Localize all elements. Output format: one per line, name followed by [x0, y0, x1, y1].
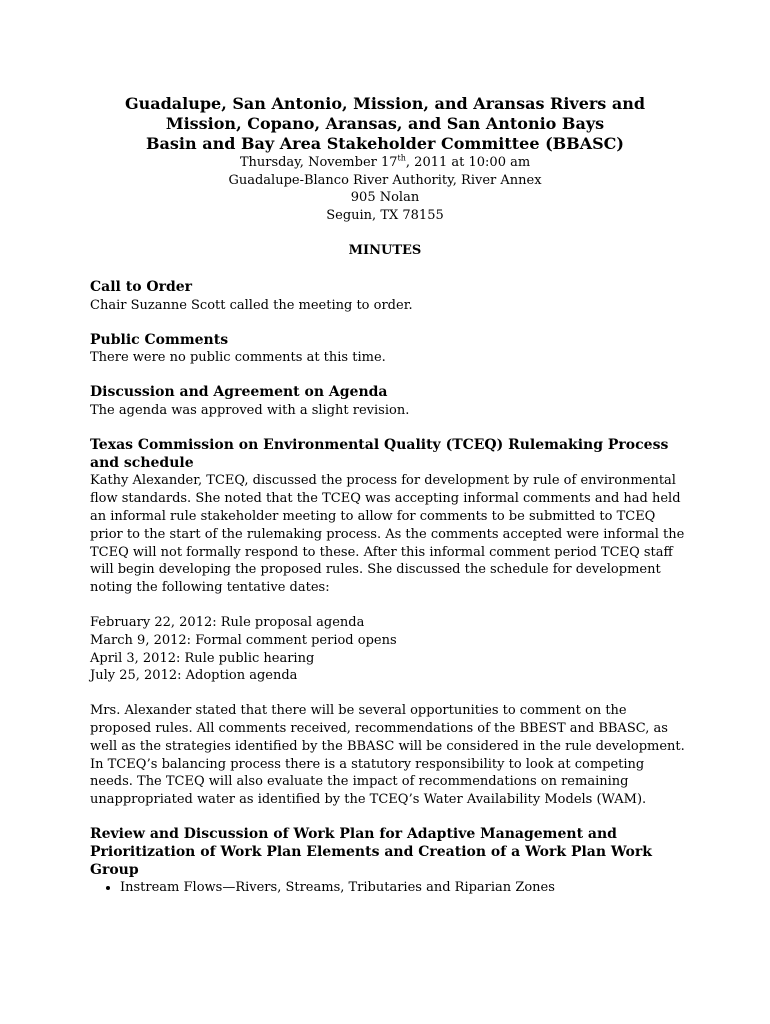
section-heading: Discussion and Agreement on Agenda [90, 384, 388, 401]
meeting-date-suffix: th [397, 153, 406, 163]
location-line-2: 905 Nolan [350, 190, 420, 206]
document-body [90, 279, 690, 914]
meeting-date-rest: , 2011 at 10:00 am [405, 155, 531, 170]
tentative-dates-list [90, 614, 690, 685]
date-item: February 22, 2012: Rule proposal agenda [90, 614, 365, 630]
section-heading: Texas Commission on Environmental Quality (TCEQ) Rulemaking Process and schedule [90, 436, 669, 471]
date-item: July 25, 2012: Adoption agenda [90, 668, 298, 684]
meeting-date [60, 154, 710, 172]
section-heading: Review and Discussion of Work Plan for Adaptive Management and Prioritization of Work Plan Elements and Creation of a Work Plan Work Group [90, 825, 652, 878]
section-text: The agenda was approved with a slight revision. [90, 402, 410, 418]
bullet-item: • Instream Flows—Rivers, Streams, Tributaries and Riparian Zones [120, 879, 690, 897]
date-item: March 9, 2012: Formal comment period opens [90, 632, 397, 648]
date-item: April 3, 2012: Rule public hearing [90, 650, 315, 666]
minutes-label: MINUTES [348, 243, 422, 259]
section-paragraph: Mrs. Alexander stated that there will be several opportunities to comment on the proposed rules. All comments received, recommendations of the BBEST and BBASC, as well as the strategies identified by the BBASC will be considered in the rule development. In TCEQ’s balancing process there is a statutory responsibility to look at competing needs. The TCEQ will also evaluate the impact of recommendations on remaining unappropriated water as identified by the TCEQ’s Water Availability Models (WAM). [90, 703, 685, 808]
meeting-date-day: Thursday, November 17 [239, 155, 398, 170]
section-text: Chair Suzanne Scott called the meeting to order. [90, 297, 413, 313]
title-line-2: Mission, Copano, Aransas, and San Antonio Bays [165, 114, 605, 133]
section-paragraph: Kathy Alexander, TCEQ, discussed the process for development by rule of environmental flow standards. She noted that the TCEQ was accepting informal comments and had held an informal rule stakeholder meeting to allow for comments to be submitted to TCEQ prior to the start of the rulemaking process. As the comments accepted were informal the TCEQ will not formally respond to these. After this informal comment period TCEQ staff will begin developing the proposed rules. She discussed the schedule for development noting the following tentative dates: [90, 473, 685, 596]
location-line-1: Guadalupe-Blanco River Authority, River Annex [228, 172, 542, 188]
section-tceq [90, 437, 690, 809]
section-public-comments [90, 332, 690, 368]
section-work-plan [90, 826, 690, 897]
title-line-3: Basin and Bay Area Stakeholder Committee (BBASC) [146, 134, 624, 153]
section-text: There were no public comments at this time. [90, 350, 386, 366]
section-heading: Call to Order [90, 279, 193, 295]
work-plan-bullet-list [90, 879, 690, 897]
section-agenda [90, 384, 690, 420]
section-heading: Public Comments [90, 331, 229, 348]
location-line-3: Seguin, TX 78155 [326, 207, 444, 223]
title-line-1: Guadalupe, San Antonio, Mission, and Aransas Rivers and [124, 94, 646, 113]
section-call-to-order [90, 279, 690, 315]
document-header [60, 94, 710, 258]
